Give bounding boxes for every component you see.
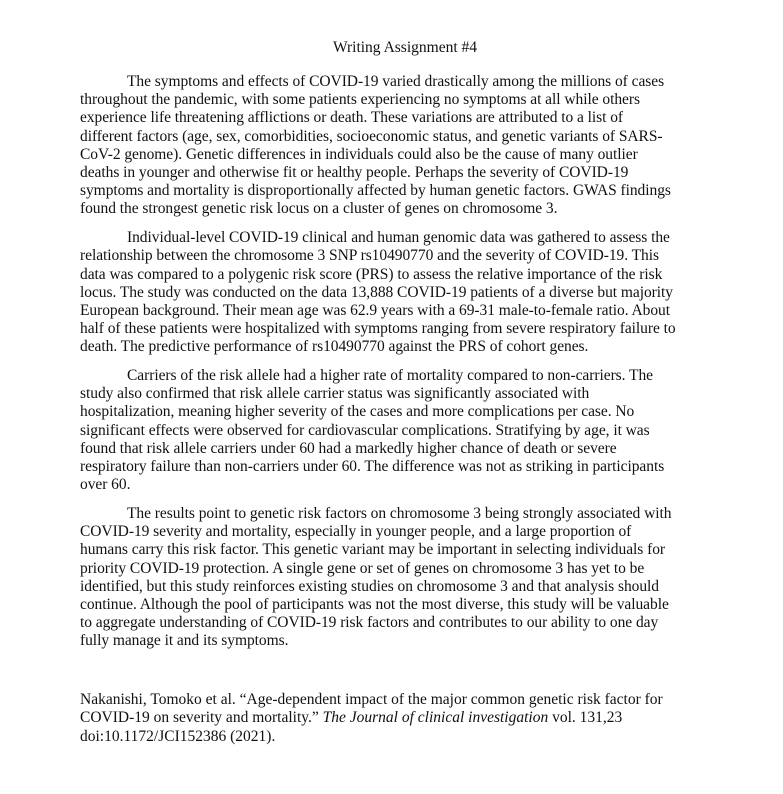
- paragraph-line: relationship between the chromosome 3 SNP rs10490770 and the severity of COVID-19. This: [80, 247, 659, 265]
- citation-line: [80, 709, 720, 727]
- paragraph-line: identified, but this study reinforces existing studies on chromosome 3 and that analysis should: [80, 577, 659, 595]
- paragraph-line: hospitalization, meaning higher severity of the cases and more complications per case. No: [80, 403, 635, 421]
- paragraph-line: over 60.: [80, 476, 131, 494]
- citation-reference: [80, 691, 720, 746]
- document-title: Writing Assignment #4: [332, 39, 478, 56]
- paragraph-line: humans carry this risk factor. This genetic variant may be important in selecting individuals for: [80, 541, 666, 559]
- paragraph-line: fully manage it and its symptoms.: [80, 632, 289, 650]
- paragraph-line: significant effects were observed for cardiovascular complications. Stratifying by age, it was: [80, 421, 650, 439]
- citation-doi: doi:10.1172/JCI152386 (2021).: [80, 727, 276, 745]
- paragraph-line: data was compared to a polygenic risk score (PRS) to assess the relative importance of the risk: [80, 265, 663, 283]
- paragraph-line: found the strongest genetic risk locus on a cluster of genes on chromosome 3.: [80, 200, 558, 218]
- paragraph-line: symptoms and mortality is disproportionally affected by human genetic factors. GWAS findings: [80, 182, 671, 200]
- paragraph-1: [80, 73, 720, 219]
- document-page: [80, 38, 720, 661]
- paragraph-line: Individual-level COVID-19 clinical and human genomic data was gathered to assess the: [127, 229, 670, 247]
- paragraph-line: experience life threatening afflictions or death. These variations are attributed to a list of: [80, 109, 624, 127]
- citation-line: Nakanishi, Tomoko et al. “Age-dependent impact of the major common genetic risk factor for: [80, 691, 663, 708]
- citation-journal-name: The Journal of clinical investigation: [322, 709, 549, 727]
- citation-article-title: COVID-19 on severity and mortality.”: [80, 709, 323, 727]
- paragraph-line: COVID-19 severity and mortality, especially in younger people, and a large proportion of: [80, 523, 632, 541]
- paragraph-line: different factors (age, sex, comorbidities, socioeconomic status, and genetic variants of SARS-: [80, 127, 663, 145]
- paragraph-line: deaths in younger and otherwise fit or healthy people. Perhaps the severity of COVID-19: [80, 164, 629, 182]
- paragraph-line: CoV-2 genome). Genetic differences in individuals could also be the cause of many outlier: [80, 145, 638, 163]
- paragraph-line: half of these patients were hospitalized with symptoms ranging from severe respiratory failure to: [80, 320, 676, 338]
- paragraph-line: Carriers of the risk allele had a higher rate of mortality compared to non-carriers. The: [127, 367, 653, 385]
- paragraph-line: death. The predictive performance of rs10490770 against the PRS of cohort genes.: [80, 338, 589, 356]
- paragraph-line: found that risk allele carriers under 60 had a markedly higher chance of death or severe: [80, 439, 617, 457]
- paragraph-line: respiratory failure than non-carriers under 60. The difference was not as striking in participants: [80, 458, 665, 476]
- paragraph-line: to aggregate understanding of COVID-19 risk factors and contributes to our ability to one day: [80, 614, 659, 632]
- citation-volume: vol. 131,23: [548, 709, 623, 727]
- paragraph-2: [80, 229, 720, 356]
- paragraph-line: European background. Their mean age was 62.9 years with a 69-31 male-to-female ratio. About: [80, 301, 670, 319]
- paragraph-line: study also confirmed that risk allele carrier status was significantly associated with: [80, 385, 590, 403]
- paragraph-line: The results point to genetic risk factors on chromosome 3 being strongly associated with: [127, 504, 672, 522]
- paragraph-4: [80, 505, 720, 651]
- paragraph-line: continue. Although the pool of participants was not the most diverse, this study will be valuable: [80, 595, 669, 613]
- paragraph-line: locus. The study was conducted on the data 13,888 COVID-19 patients of a diverse but majority: [80, 283, 673, 301]
- paragraph-line: throughout the pandemic, with some patients experiencing no symptoms at all while others: [80, 91, 640, 109]
- paragraph-line: The symptoms and effects of COVID-19 varied drastically among the millions of cases: [127, 73, 665, 90]
- paragraph-line: priority COVID-19 protection. A single gene or set of genes on chromosome 3 has yet to be: [80, 559, 645, 577]
- paragraph-3: [80, 367, 720, 494]
